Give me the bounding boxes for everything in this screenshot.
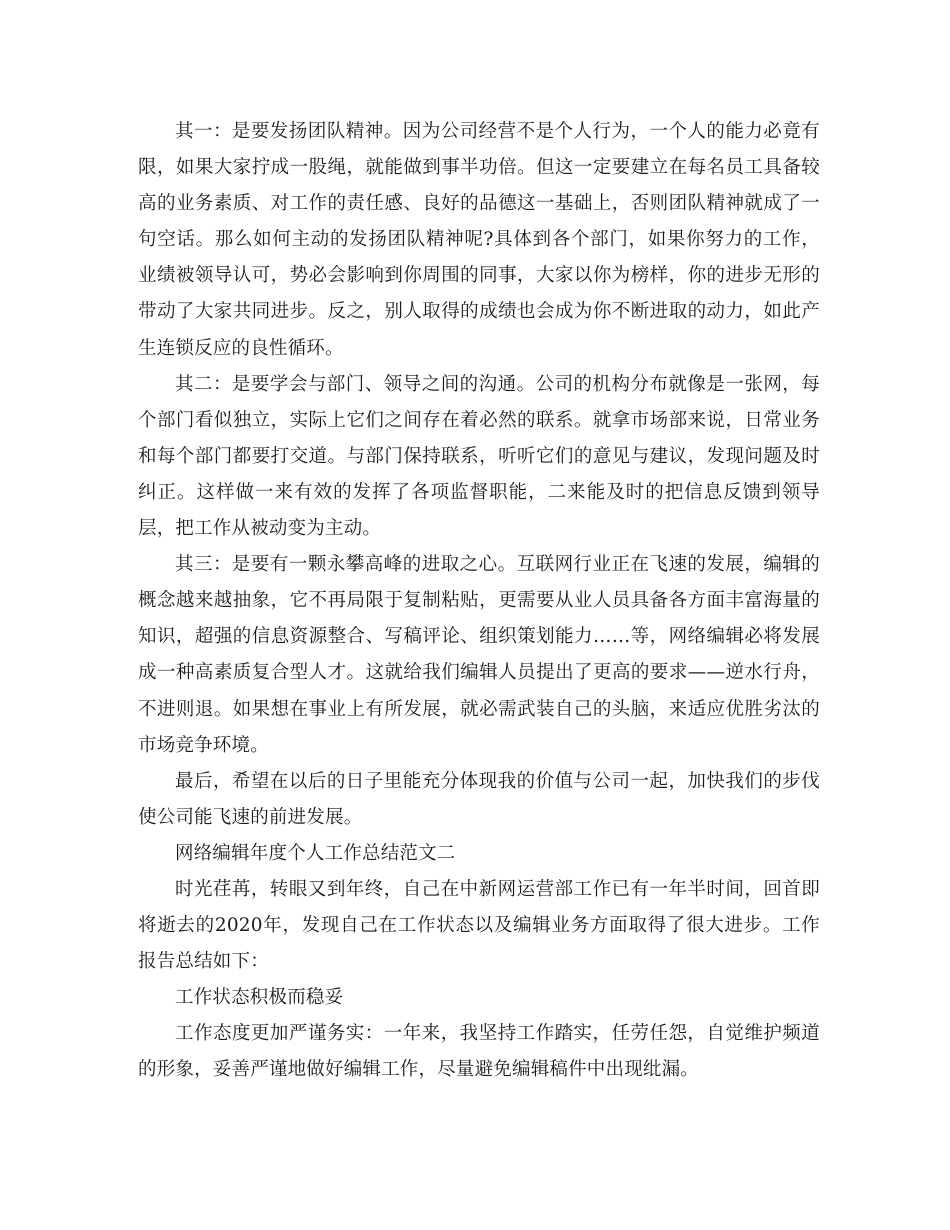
paragraph-work-attitude: 工作态度更加严谨务实：一年来，我坚持工作踏实，任劳任怨，自觉维护频道的形象，妥善严谨地做好编辑工作，尽量避免编辑稿件中出现纰漏。 [138,1023,820,1081]
paragraph-closing: 最后，希望在以后的日子里能充分体现我的价值与公司一起，加快我们的步伐使公司能飞速的前进发展。 [138,770,820,828]
subsection-title: 工作状态积极而稳妥 [175,987,344,1009]
paragraph-communication: 其二：是要学会与部门、领导之间的沟通。公司的机构分布就像是一张网，每个部门看似独立，实际上它们之间存在着必然的联系。就拿市场部来说，日常业务和每个部门都要打交道。与部门保持联系，听听它们的意见与建议，发现问题及时纠正。这样做一来有效的发挥了各项监督职能，二来能及时的把信息反馈到领导层，把工作从被动变为主动。 [138,373,820,540]
document-body [138,114,820,1089]
paragraph-ambition: 其三：是要有一颗永攀高峰的进取之心。互联网行业正在飞速的发展，编辑的概念越来越抽象，它不再局限于复制粘贴，更需要从业人员具备各方面丰富海量的知识，超强的信息资源整合、写稿评论、组织策划能力……等，网络编辑必将发展成一种高素质复合型人才。这就给我们编辑人员提出了更高的要求——逆水行舟，不进则退。如果想在事业上有所发展，就必需武装自己的头脑，来适应优胜劣汰的市场竞争环境。 [138,554,820,756]
paragraph-team-spirit: 其一：是要发扬团队精神。因为公司经营不是个人行为，一个人的能力必竟有限，如果大家拧成一股绳，就能做到事半功倍。但这一定要建立在每名员工具备较高的业务素质、对工作的责任感、良好的品德这一基础上，否则团队精神就成了一句空话。那么如何主动的发扬团队精神呢?具体到各个部门，如果你努力的工作，业绩被领导认可，势必会影响到你周围的同事，大家以你为榜样，你的进步无形的带动了大家共同进步。反之，别人取得的成绩也会成为你不断进取的动力，如此产生连锁反应的良性循环。 [138,121,820,359]
paragraph-intro: 时光荏苒，转眼又到年终，自己在中新网运营部工作已有一年半时间，回首即将逝去的2020年，发现自己在工作状态以及编辑业务方面取得了很大进步。工作报告总结如下： [138,878,820,973]
section-title: 网络编辑年度个人工作总结范文二 [175,842,456,864]
